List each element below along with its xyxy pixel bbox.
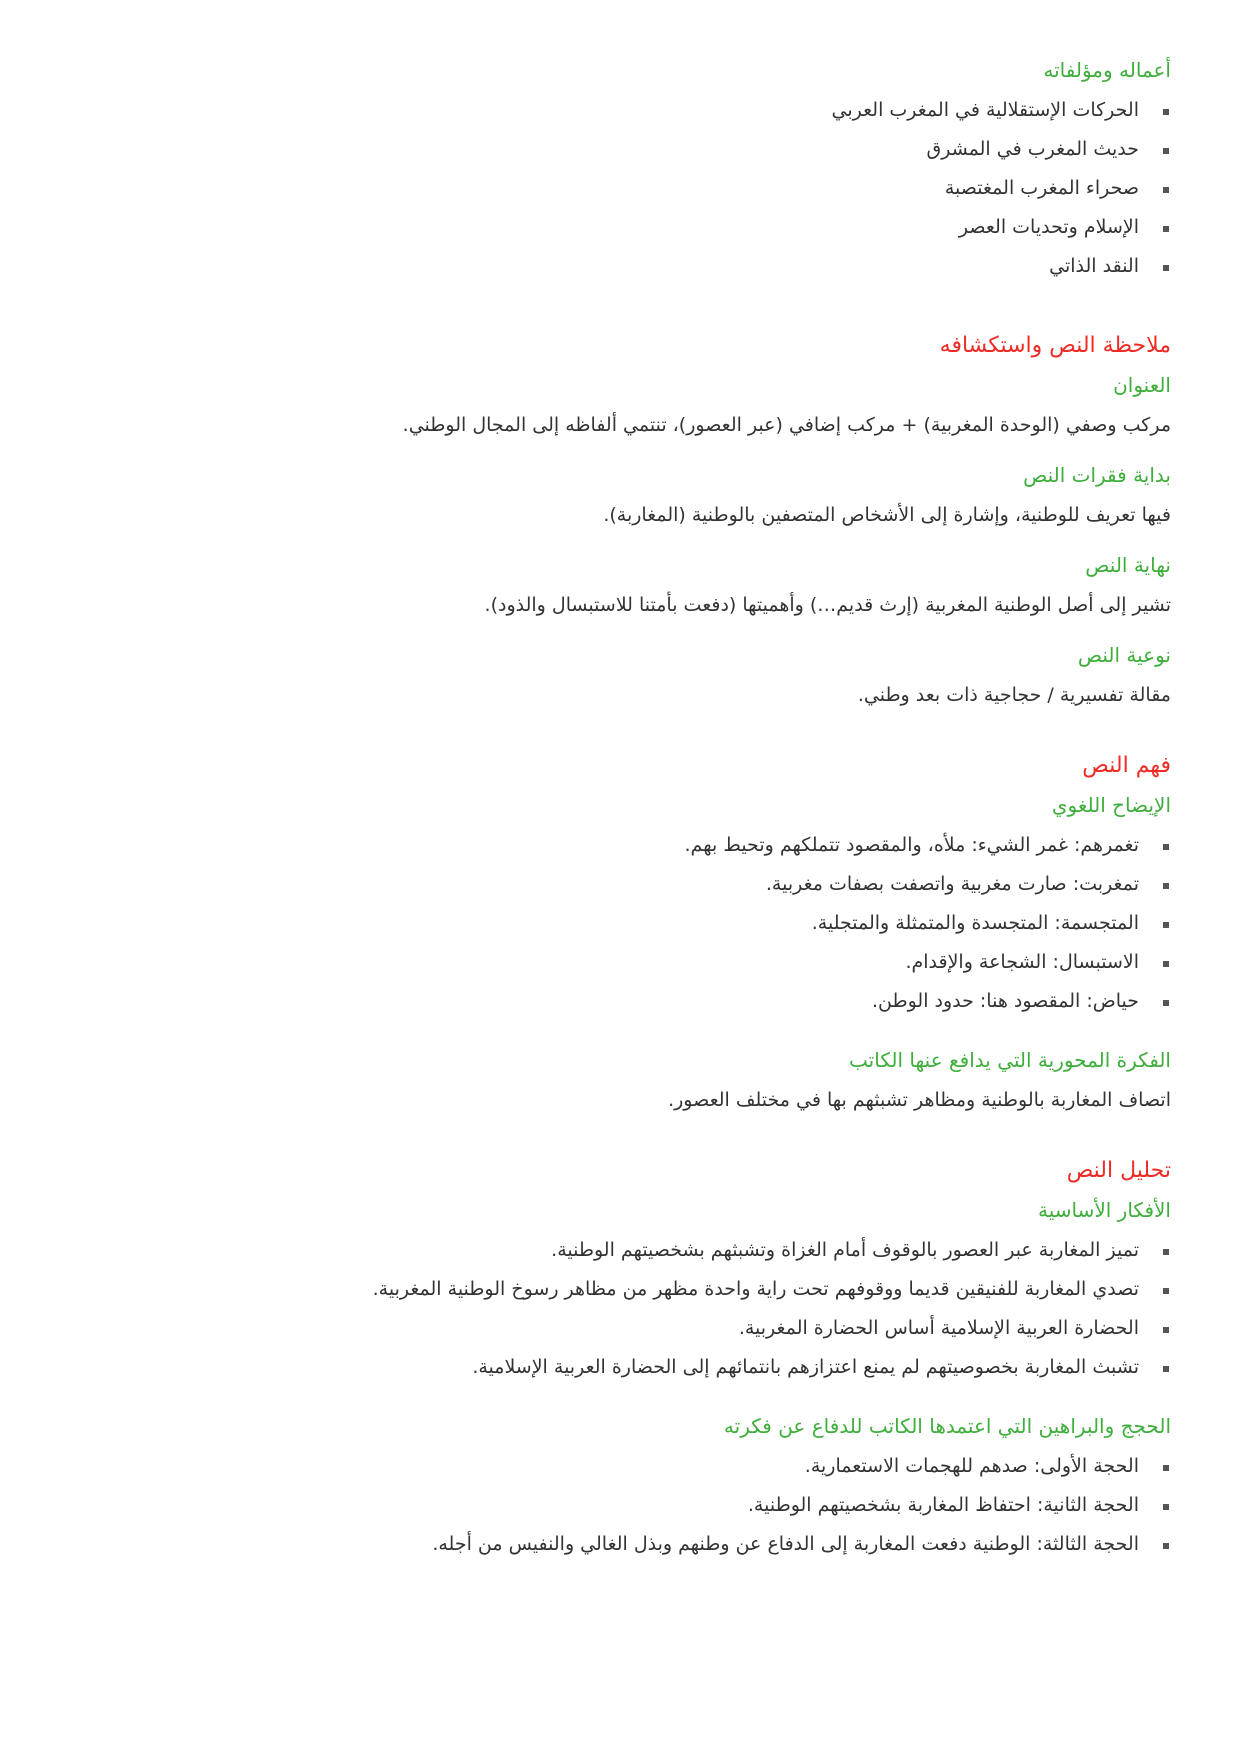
end-text: تشير إلى أصل الوطنية المغربية (إرث قديم…) وأهميتها (دفعت بأمتنا للاستبسال والذود). <box>484 594 1171 616</box>
list-item: الحجة الأولى: صدهم للهجمات الاستعمارية. <box>140 1452 1171 1491</box>
main-idea-text: اتصاف المغاربة بالوطنية ومظاهر تشبثهم بها في مختلف العصور. <box>668 1089 1171 1111</box>
list-item: صحراء المغرب المغتصبة <box>140 174 1171 213</box>
spacer <box>140 731 1171 751</box>
list-item: الحجة الثانية: احتفاظ المغاربة بشخصيتهم الوطنية. <box>140 1491 1171 1530</box>
end-heading: نهاية النص <box>1085 553 1171 577</box>
args-list <box>140 1452 1171 1569</box>
list-item: الاستبسال: الشجاعة والإقدام. <box>140 948 1171 987</box>
start-text: فيها تعريف للوطنية، وإشارة إلى الأشخاص المتصفين بالوطنية (المغاربة). <box>603 504 1171 526</box>
title-text: مركب وصفي (الوحدة المغربية) + مركب إضافي (عبر العصور)، تنتمي ألفاظه إلى المجال الوطني. <box>402 414 1171 436</box>
args-heading: الحجج والبراهين التي اعتمدها الكاتب للدفاع عن فكرته <box>723 1414 1171 1438</box>
comprehension-heading: فهم النص <box>1082 753 1171 778</box>
observation-heading: ملاحظة النص واستكشافه <box>939 333 1171 358</box>
works-heading: أعماله ومؤلفاته <box>1043 58 1171 82</box>
list-item: تمغربت: صارت مغربية واتصفت بصفات مغربية. <box>140 870 1171 909</box>
list-item: الحضارة العربية الإسلامية أساس الحضارة المغربية. <box>140 1314 1171 1353</box>
list-item: الحركات الإستقلالية في المغرب العربي <box>140 96 1171 135</box>
vocab-list <box>140 831 1171 1026</box>
vocab-heading: الإيضاح اللغوي <box>1051 793 1171 817</box>
list-item: حديث المغرب في المشرق <box>140 135 1171 174</box>
list-item: تغمرهم: غمر الشيء: ملأه، والمقصود تتملكهم وتحيط بهم. <box>140 831 1171 870</box>
list-item: تميز المغاربة عبر العصور بالوقوف أمام الغزاة وتشبثهم بشخصيتهم الوطنية. <box>140 1236 1171 1275</box>
ideas-heading: الأفكار الأساسية <box>1037 1198 1171 1222</box>
ideas-list <box>140 1236 1171 1392</box>
list-item: الإسلام وتحديات العصر <box>140 213 1171 252</box>
list-item: الحجة الثالثة: الوطنية دفعت المغاربة إلى الدفاع عن وطنهم وبذل الغالي والنفيس من أجله. <box>140 1530 1171 1569</box>
start-heading: بداية فقرات النص <box>1023 463 1171 487</box>
type-text: مقالة تفسيرية / حجاجية ذات بعد وطني. <box>857 684 1171 706</box>
list-item: حياض: المقصود هنا: حدود الوطن. <box>140 987 1171 1026</box>
list-item: تصدي المغاربة للفنيقين قديما ووقوفهم تحت راية واحدة مظهر من مظاهر رسوخ الوطنية المغربية. <box>140 1275 1171 1314</box>
analysis-heading: تحليل النص <box>1066 1158 1171 1183</box>
spacer <box>140 1136 1171 1156</box>
spacer <box>140 311 1171 331</box>
main-idea-heading: الفكرة المحورية التي يدافع عنها الكاتب <box>849 1048 1171 1072</box>
type-heading: نوعية النص <box>1077 643 1171 667</box>
works-list <box>140 96 1171 291</box>
list-item: النقد الذاتي <box>140 252 1171 291</box>
list-item: تشبث المغاربة بخصوصيتهم لم يمنع اعتزازهم بانتمائهم إلى الحضارة العربية الإسلامية. <box>140 1353 1171 1392</box>
list-item: المتجسمة: المتجسدة والمتمثلة والمتجلية. <box>140 909 1171 948</box>
title-heading: العنوان <box>1113 373 1171 397</box>
